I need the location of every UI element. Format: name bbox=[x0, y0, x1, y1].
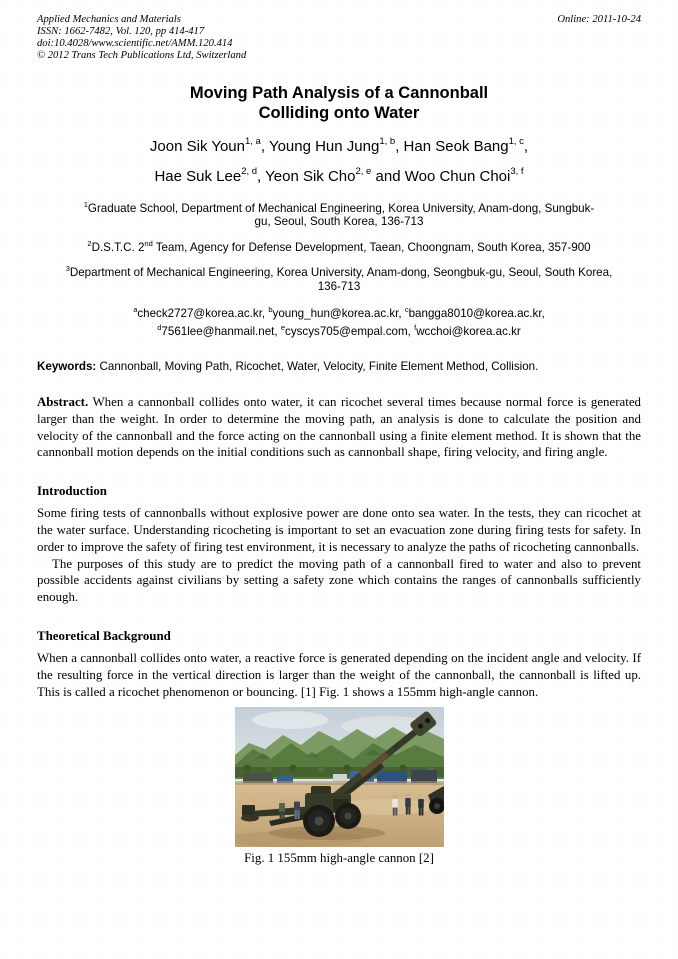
introduction-paragraph-2: The purposes of this study are to predict the moving path of a cannonball fired to water and also to prevent possible accidents against civilians by setting a safety zone which contains the ranges of cannonballs sufficiently enough. bbox=[37, 556, 641, 605]
author-name: Young Hun Jung bbox=[268, 137, 380, 155]
email-address: wcchoi@korea.ac.kr bbox=[416, 324, 521, 338]
copyright-line: © 2012 Trans Tech Publications Ltd, Switzerland bbox=[37, 49, 247, 61]
journal-name: Applied Mechanics and Materials bbox=[37, 14, 181, 25]
affiliation-marker: 2 bbox=[87, 238, 92, 248]
email-marker: e bbox=[280, 322, 286, 332]
author-affil-marker: 3, f bbox=[510, 165, 524, 177]
figure-1-caption: Fig. 1 155mm high-angle cannon [2] bbox=[244, 851, 434, 866]
theoretical-background-paragraph-1: When a cannonball collides onto water, a reactive force is generated depending on the incident angle and velocity. If the resulting force in the vertical direction is larger than the weight of the cannonball, the cannonball is lifted up. This is called a ricochet phenomenon or bouncing. [1] Fig. 1 shows a 155mm high-angle cannon. bbox=[37, 651, 641, 699]
author-row-1 bbox=[37, 130, 641, 160]
email-address: cyscys705@empal.com bbox=[285, 324, 408, 338]
section-heading-introduction: Introduction bbox=[37, 484, 107, 499]
email-separator: , bbox=[261, 307, 269, 321]
author-affil-marker: 1, b bbox=[379, 135, 396, 147]
email-marker: b bbox=[268, 305, 273, 315]
keywords-label: Keywords: bbox=[37, 360, 97, 374]
section-heading-theoretical-background: Theoretical Background bbox=[37, 629, 171, 644]
abstract-paragraph bbox=[37, 394, 641, 461]
affiliation-2 bbox=[37, 237, 641, 254]
author-name: Woo Chun Choi bbox=[404, 167, 511, 185]
author-separator: , bbox=[260, 137, 269, 155]
affiliation-text: Team, Agency for Defense Development, Taean, Choongnam, South Korea, 357-900 bbox=[152, 240, 591, 254]
email-address: check2727@korea.ac.kr bbox=[137, 307, 262, 321]
email-marker: a bbox=[133, 305, 138, 315]
author-row-2 bbox=[37, 160, 641, 190]
publication-header bbox=[37, 14, 641, 62]
abstract-label: Abstract. bbox=[37, 395, 89, 410]
paper-title-line2: Colliding onto Water bbox=[258, 103, 420, 122]
paper-title bbox=[37, 83, 641, 123]
author-separator: and bbox=[371, 167, 405, 185]
keywords-text: Cannonball, Moving Path, Ricochet, Water, Velocity, Finite Element Method, Collision. bbox=[96, 360, 539, 374]
figure-1 bbox=[235, 707, 444, 866]
email-separator: , bbox=[398, 307, 405, 321]
email-address: bangga8010@korea.ac.kr bbox=[408, 307, 542, 321]
issn-line: ISSN: 1662-7482, Vol. 120, pp 414-417 bbox=[37, 25, 205, 37]
affiliation-1 bbox=[79, 198, 599, 229]
author-separator: , bbox=[257, 167, 266, 185]
email-address: 7561lee@hanmail.net bbox=[161, 324, 275, 338]
online-date: Online: 2011-10-24 bbox=[557, 14, 641, 25]
author-list bbox=[37, 130, 641, 190]
author-name: Joon Sik Youn bbox=[149, 137, 245, 155]
affiliation-text: Graduate School, Department of Mechanical Engineering, Korea University, Anam-dong, Sungbuk-gu, Seoul, South Korea, 136-713 bbox=[87, 201, 595, 229]
introduction-paragraph-1: Some firing tests of cannonballs without explosive power are done onto sea water. In the tests, they can ricochet at the water surface. Understanding ricocheting is important to set an evacuation zone during firing tests for safety. In order to improve the safety of firing test environment, it is necessary to analyze the paths of ricocheting cannonballs. bbox=[37, 506, 641, 554]
author-name: Han Seok Bang bbox=[403, 137, 509, 155]
email-address: young_hun@korea.ac.kr bbox=[272, 307, 399, 321]
author-affil-marker: 1, c bbox=[508, 135, 524, 147]
affiliation-marker: 3 bbox=[65, 264, 70, 274]
doi-line: doi:10.4028/www.scientific.net/AMM.120.414 bbox=[37, 37, 233, 49]
author-separator: , bbox=[523, 137, 529, 155]
ordinal-suffix: nd bbox=[144, 238, 153, 248]
author-affil-marker: 2, e bbox=[355, 165, 372, 177]
email-separator: , bbox=[274, 324, 281, 338]
email-separator: , bbox=[541, 307, 545, 321]
email-marker: f bbox=[414, 322, 417, 332]
author-affil-marker: 1, a bbox=[245, 135, 261, 147]
cannon-photo bbox=[235, 707, 444, 847]
abstract-text: When a cannonball collides onto water, it can ricochet several times because normal force is generated larger than the weight. In order to determine the moving path, an analysis is done to calculate the position and velocity of the cannonball and the force acting on the cannonball using a finite element method. It is shown that the cannonball motion depends on the initial conditions such as cannonball shape, firing velocity, and firing angle. bbox=[37, 395, 641, 460]
author-name: Hae Suk Lee bbox=[154, 167, 242, 185]
paper-title-line1: Moving Path Analysis of a Cannonball bbox=[189, 83, 489, 102]
affiliation-text: Department of Mechanical Engineering, Korea University, Anam-dong, Seongbuk-gu, Seoul, South Korea, 136-713 bbox=[69, 265, 613, 293]
email-separator: , bbox=[407, 324, 415, 338]
affiliation-3 bbox=[59, 262, 619, 293]
author-affil-marker: 2, d bbox=[241, 165, 258, 177]
email-marker: d bbox=[157, 322, 162, 332]
author-emails bbox=[104, 303, 574, 338]
author-name: Yeon Sik Cho bbox=[265, 167, 356, 185]
cloud bbox=[252, 711, 328, 729]
publication-info bbox=[37, 14, 246, 62]
affiliation-text: D.S.T.C. 2 bbox=[91, 240, 145, 254]
keywords-line bbox=[37, 360, 641, 374]
affiliation-marker: 1 bbox=[83, 199, 88, 209]
author-separator: , bbox=[395, 137, 404, 155]
trail-spade bbox=[242, 805, 255, 816]
email-marker: c bbox=[404, 305, 409, 315]
